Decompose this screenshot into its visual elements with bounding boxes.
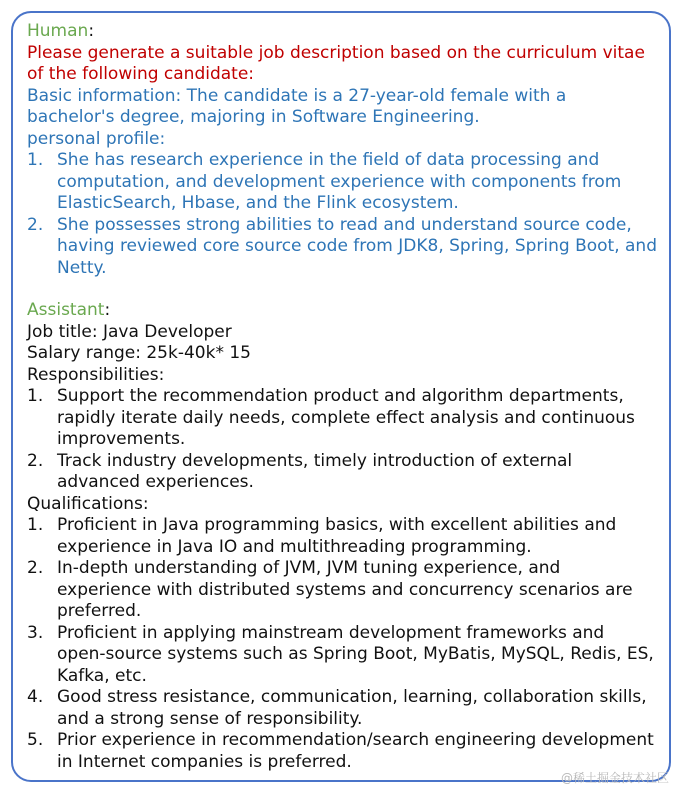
profile-heading: personal profile: [27, 128, 166, 149]
section-gap [27, 279, 657, 300]
list-item-text: Track industry developments, timely introduction of external advanced experiences. [57, 450, 573, 492]
responsibilities-heading: Responsibilities: [27, 364, 165, 385]
list-item-text: Proficient in applying mainstream development frameworks and open-source systems such as Spring Boot, MyBatis, MySQL, Redis, ES, Kafka, etc. [57, 622, 654, 686]
qualification-item [27, 558, 657, 623]
responsibility-item [27, 451, 657, 494]
profile-item [27, 150, 657, 215]
qualification-item [27, 515, 657, 558]
list-number: 1. [27, 150, 44, 170]
list-number: 5. [27, 730, 44, 750]
qualifications-heading: Qualifications: [27, 493, 149, 514]
watermark-text: @稀土掘金技术社区 [560, 771, 669, 785]
salary-range: Salary range: 25k-40k* 15 [27, 343, 251, 363]
human-role-line [27, 21, 657, 43]
list-number: 4. [27, 687, 44, 707]
list-item-text: She possesses strong abilities to read and understand source code, having reviewed core source code from JDK8, Spring, Spring Boot, and Netty. [57, 214, 657, 278]
qualification-item [27, 730, 657, 773]
list-item-text: She has research experience in the field of data processing and computation, and development experience with components from ElasticSearch, Hbase, and the Flink ecosystem. [57, 150, 622, 213]
list-number: 2. [27, 450, 44, 471]
list-number: 2. [27, 558, 44, 578]
profile-list [27, 150, 657, 279]
list-number: 1. [27, 515, 44, 535]
instruction-text: Please generate a suitable job description based on the curriculum vitae of the following candidate: [27, 42, 645, 84]
qualifications-list [27, 515, 657, 773]
profile-item [27, 215, 657, 280]
list-item-text: In-depth understanding of JVM, JVM tuning experience, and experience with distributed systems and concurrency scenarios are preferred. [57, 558, 633, 621]
list-number: 2. [27, 214, 44, 235]
list-item-text: Support the recommendation product and algorithm departments, rapidly iterate daily needs, complete effect analysis and continuous improvements. [57, 386, 635, 449]
assistant-role-label: Assistant [27, 300, 105, 320]
list-number: 1. [27, 386, 44, 406]
assistant-role-colon: : [104, 300, 111, 320]
list-item-text: Good stress resistance, communication, learning, collaboration skills, and a strong sense of responsibility. [57, 687, 647, 729]
qualification-item [27, 623, 657, 688]
human-role-label: Human [27, 21, 89, 41]
list-item-text: Proficient in Java programming basics, with excellent abilities and experience in Java IO and multithreading programming. [57, 515, 617, 557]
responsibility-item [27, 386, 657, 451]
list-number: 3. [27, 622, 44, 643]
list-item-text: Prior experience in recommendation/search engineering development in Internet companies is preferred. [57, 730, 654, 772]
conversation-card [11, 11, 671, 782]
job-title: Job title: Java Developer [27, 321, 232, 342]
human-role-colon: : [88, 21, 95, 41]
qualification-item [27, 687, 657, 730]
responsibilities-list [27, 386, 657, 494]
assistant-role-line [27, 300, 657, 322]
assistant-section [27, 300, 657, 773]
human-section [27, 21, 657, 279]
basic-info-text: Basic information: The candidate is a 27-year-old female with a bachelor's degree, majoring in Software Engineering. [27, 85, 567, 127]
